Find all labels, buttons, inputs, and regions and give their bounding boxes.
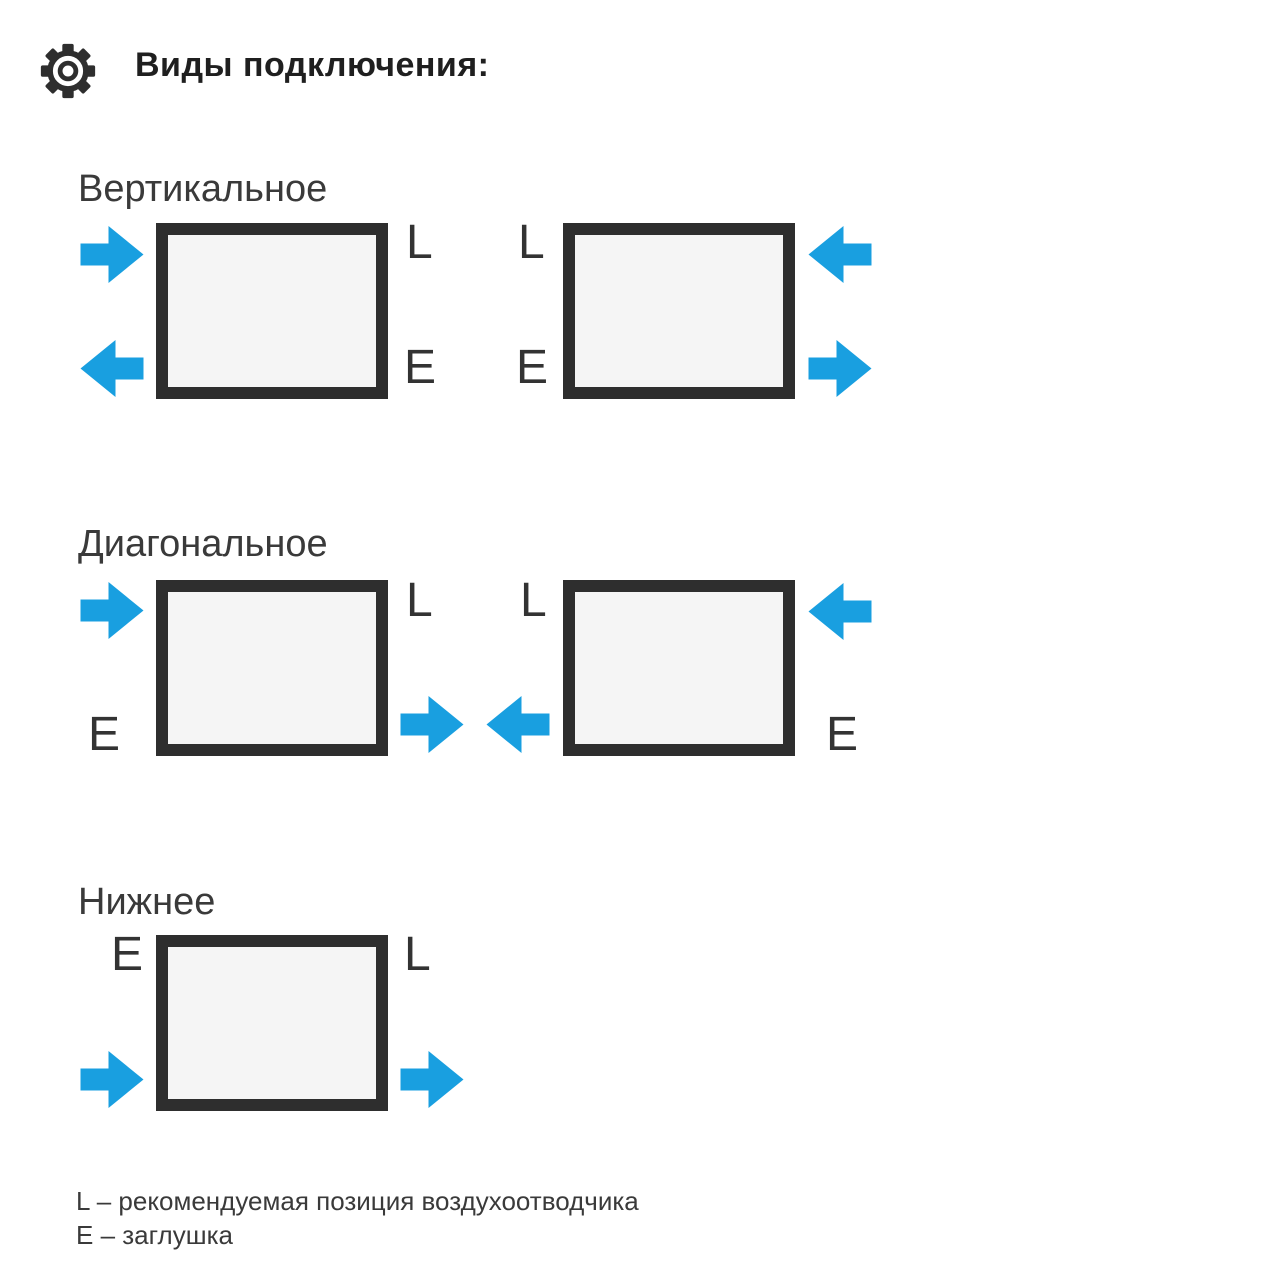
port-label-air-vent: L (520, 574, 547, 627)
radiator-box (156, 223, 388, 399)
port-label-air-vent: L (404, 928, 431, 981)
radiator-box (156, 935, 388, 1111)
section-title-diagonal: Диагональное (78, 523, 328, 565)
port-label-plug: E (88, 708, 121, 761)
page-title: Виды подключения: (135, 46, 490, 84)
arrow-left-icon (808, 583, 872, 640)
arrow-right-icon (400, 696, 464, 753)
port-label-air-vent: L (406, 216, 433, 269)
radiator-box (156, 580, 388, 756)
arrow-left-icon (808, 226, 872, 283)
arrow-left-icon (486, 696, 550, 753)
section-title-vertical: Вертикальное (78, 168, 328, 210)
port-label-plug: E (826, 708, 859, 761)
arrow-right-icon (808, 340, 872, 397)
port-label-plug: E (516, 341, 549, 394)
radiator-box (563, 223, 795, 399)
gear-icon (40, 43, 96, 99)
port-label-plug: E (404, 341, 437, 394)
port-label-plug: E (111, 928, 144, 981)
arrow-right-icon (80, 582, 144, 639)
port-label-air-vent: L (406, 574, 433, 627)
arrow-right-icon (80, 226, 144, 283)
arrow-left-icon (80, 340, 144, 397)
legend-line-air-vent: L – рекомендуемая позиция воздухоотводчика (76, 1186, 639, 1216)
arrow-right-icon (80, 1051, 144, 1108)
port-label-air-vent: L (518, 216, 545, 269)
radiator-box (563, 580, 795, 756)
section-title-bottom: Нижнее (78, 881, 216, 923)
arrow-right-icon (400, 1051, 464, 1108)
legend-line-plug: E – заглушка (76, 1220, 233, 1250)
